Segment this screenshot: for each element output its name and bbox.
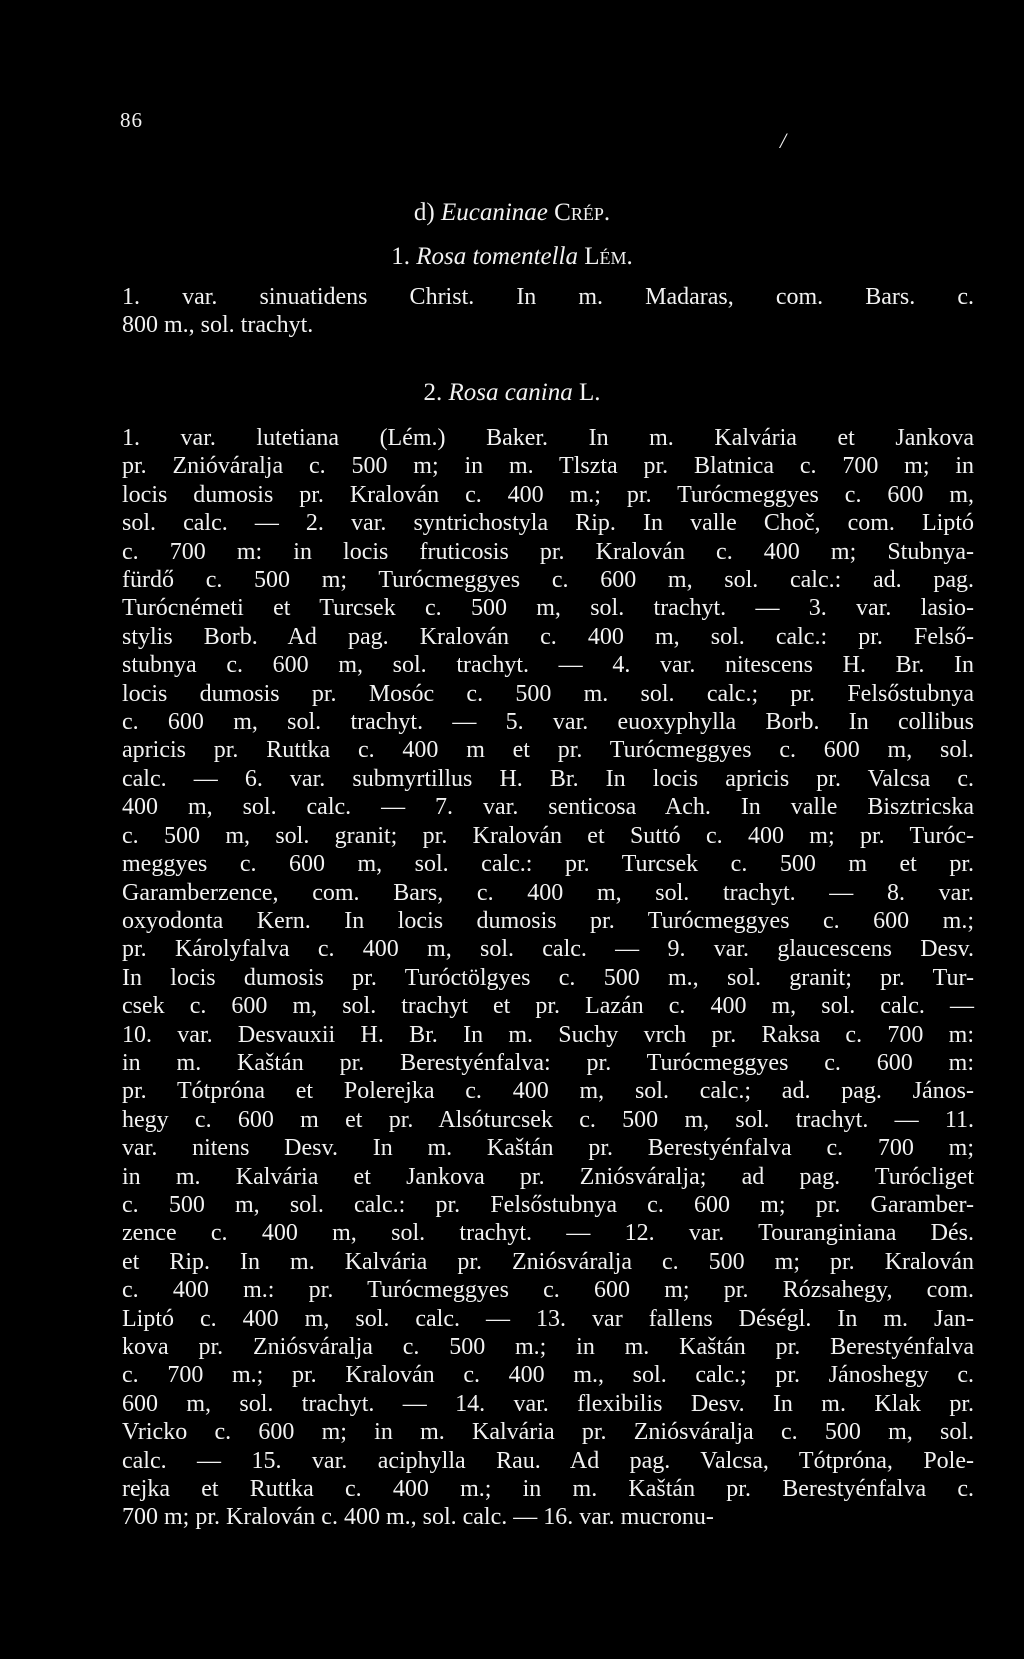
text-line: 400 m, sol. calc. — 7. var. senticosa Ach. In valle Bisztricska xyxy=(122,794,974,821)
species-1-label: 1. xyxy=(391,243,410,270)
text-line: 1. var. sinuatidens Christ. In m. Madaras, com. Bars. c. xyxy=(122,284,974,310)
text-line: c. 400 m.: pr. Turócmeggyes c. 600 m; pr. Rózsahegy, com. xyxy=(122,1277,974,1304)
text-line: c. 600 m, sol. trachyt. — 5. var. euoxyphylla Borb. In collibus xyxy=(122,709,974,736)
margin-mark: / xyxy=(780,128,787,153)
species-2-label: 2. xyxy=(423,379,443,406)
text-line: apricis pr. Ruttka c. 400 m et pr. Turócmeggyes c. 600 m, sol. xyxy=(122,737,974,764)
text-line: c. 700 m: in locis fruticosis pr. Kralován c. 400 m; Stubnya- xyxy=(122,538,974,565)
text-line: in m. Kalvária et Jankova pr. Zniósváralja; ad pag. Turócliget xyxy=(122,1163,974,1190)
text-line: rejka et Ruttka c. 400 m.; in m. Kaštán pr. Berestyénfalva c. xyxy=(122,1476,974,1503)
text-line: 800 m., sol. trachyt. xyxy=(122,312,314,338)
species-2-author: L. xyxy=(579,379,601,406)
text-line: stylis Borb. Ad pag. Kralován c. 400 m, sol. calc.: pr. Felső- xyxy=(122,623,974,650)
text-line: sol. calc. — 2. var. syntrichostyla Rip. In valle Choč, com. Liptó xyxy=(122,510,974,537)
text-line: oxyodonta Kern. In locis dumosis pr. Turócmeggyes c. 600 m.; xyxy=(122,907,974,934)
text-line: In locis dumosis pr. Turóctölgyes c. 500 m., sol. granit; pr. Tur- xyxy=(122,964,974,991)
text-line: csek c. 600 m, sol. trachyt et pr. Lazán c. 400 m, sol. calc. — xyxy=(122,993,974,1020)
text-line: var. nitens Desv. In m. Kaštán pr. Berestyénfalva c. 700 m; xyxy=(122,1135,974,1162)
text-line: meggyes c. 600 m, sol. calc.: pr. Turcsek c. 500 m et pr. xyxy=(122,851,974,878)
text-line: et Rip. In m. Kalvária pr. Zniósváralja c. 500 m; pr. Kralován xyxy=(122,1248,974,1275)
text-line: 700 m; pr. Kralován c. 400 m., sol. calc. — 16. var. mucronu- xyxy=(122,1504,714,1531)
text-line: in m. Kaštán pr. Berestyénfalva: pr. Turócmeggyes c. 600 m: xyxy=(122,1049,974,1076)
text-line: kova pr. Zniósváralja c. 500 m.; in m. Kaštán pr. Berestyénfalva xyxy=(122,1334,974,1360)
text-line: stubnya c. 600 m, sol. trachyt. — 4. var. nitescens H. Br. In xyxy=(122,652,974,679)
text-line: pr. Znióváralja c. 500 m; in m. Tlszta pr. Blatnica c. 700 m; in xyxy=(122,453,974,480)
section-heading xyxy=(0,198,1024,228)
text-line: Liptó c. 400 m, sol. calc. — 13. var fallens Déségl. In m. Jan- xyxy=(122,1305,974,1332)
species-1-paragraph xyxy=(122,283,974,339)
species-2-paragraph xyxy=(122,424,974,1532)
text-line: 600 m, sol. trachyt. — 14. var. flexibilis Desv. In m. Klak pr. xyxy=(122,1390,974,1417)
species-1-author: Lém. xyxy=(584,243,633,270)
text-line: fürdő c. 500 m; Turócmeggyes c. 600 m, sol. calc.: ad. pag. xyxy=(122,567,974,594)
text-line: c. 500 m, sol. calc.: pr. Felsőstubnya c. 600 m; pr. Garamber- xyxy=(122,1191,974,1218)
text-line: c. 700 m.; pr. Kralován c. 400 m., sol. calc.; pr. Jánoshegy c. xyxy=(122,1362,974,1389)
section-heading-prefix: d) xyxy=(413,199,435,226)
text-line: hegy c. 600 m et pr. Alsóturcsek c. 500 m, sol. trachyt. — 11. xyxy=(122,1106,974,1133)
text-line: pr. Károlyfalva c. 400 m, sol. calc. — 9. var. glaucescens Desv. xyxy=(122,936,974,963)
text-line: Vricko c. 600 m; in m. Kalvária pr. Zniósváralja c. 500 m, sol. xyxy=(122,1419,974,1446)
text-line: pr. Tótpróna et Polerejka c. 400 m, sol. calc.; ad. pag. János- xyxy=(122,1078,974,1105)
species-2-heading xyxy=(0,378,1024,408)
species-1-name: Rosa tomentella xyxy=(416,243,578,270)
text-line: 1. var. lutetiana (Lém.) Baker. In m. Kalvária et Jankova xyxy=(122,425,974,451)
species-2-name: Rosa canina xyxy=(448,379,573,406)
text-line: 10. var. Desvauxii H. Br. In m. Suchy vrch pr. Raksa c. 700 m: xyxy=(122,1021,974,1048)
page-number: 86 xyxy=(120,108,143,132)
text-line: Turócnémeti et Turcsek c. 500 m, sol. trachyt. — 3. var. lasio- xyxy=(122,595,974,622)
text-line: calc. — 15. var. aciphylla Rau. Ad pag. Valcsa, Tótpróna, Pole- xyxy=(122,1447,974,1474)
text-line: calc. — 6. var. submyrtillus H. Br. In locis apricis pr. Valcsa c. xyxy=(122,765,974,792)
text-line: Garamberzence, com. Bars, c. 400 m, sol. trachyt. — 8. var. xyxy=(122,879,974,906)
text-line: locis dumosis pr. Kralován c. 400 m.; pr. Turócmeggyes c. 600 m, xyxy=(122,481,974,508)
text-line: c. 500 m, sol. granit; pr. Kralován et Suttó c. 400 m; pr. Turóc- xyxy=(122,822,974,849)
text-line: zence c. 400 m, sol. trachyt. — 12. var. Touranginiana Dés. xyxy=(122,1220,974,1247)
section-heading-author: Crép. xyxy=(554,199,611,226)
section-heading-name: Eucaninae xyxy=(440,199,548,226)
species-1-heading xyxy=(0,242,1024,272)
text-line: locis dumosis pr. Mosóc c. 500 m. sol. calc.; pr. Felsőstubnya xyxy=(122,680,974,707)
